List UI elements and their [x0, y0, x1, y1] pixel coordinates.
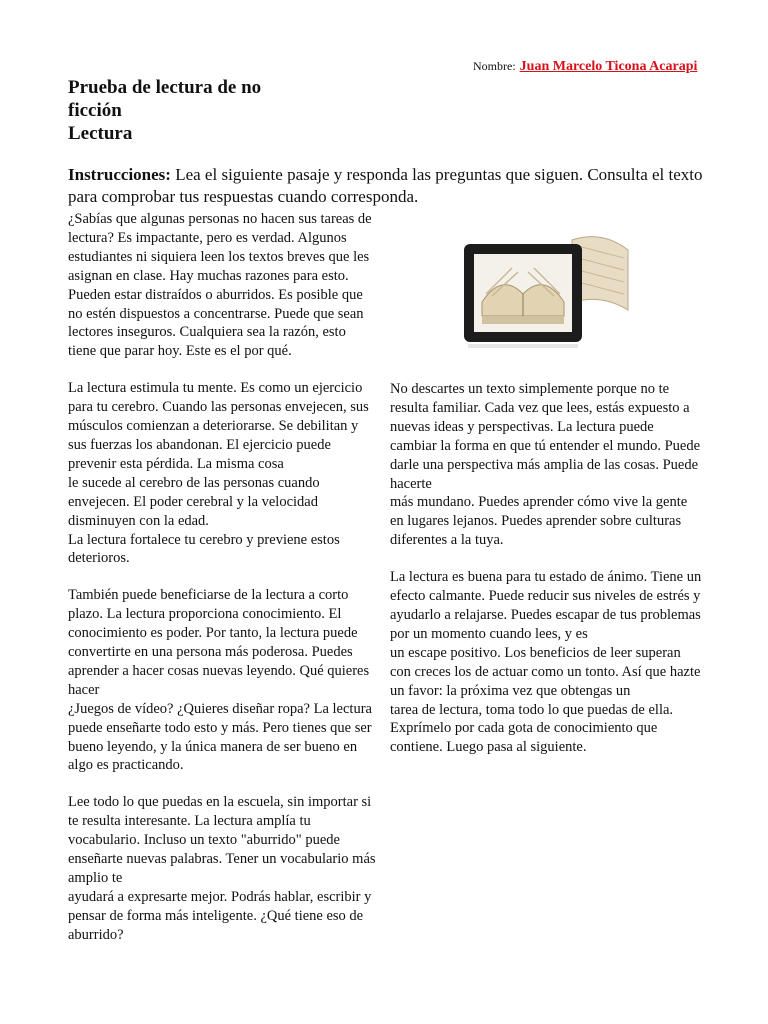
instructions: [68, 164, 724, 208]
paragraph-5-part-a: No descartes un texto simplemente porque no te resulta familiar. Cada vez que lees, estás expuesto a nuevas ideas y perspectivas. La lectura puede cambiar la forma en que tú entender el mundo. Puede darle una perspectiva más amplia de las cosas. Puede hacerte: [390, 381, 701, 492]
title-line-1: Prueba de lectura de no: [68, 77, 262, 98]
paragraph-3: [68, 586, 376, 775]
tablet-with-open-book-icon: [452, 232, 632, 352]
left-column: [68, 210, 376, 963]
paragraph-6-part-c: tarea de lectura, toma todo lo que puedas de ella. Exprímelo por cada gota de conocimiento que contiene. Luego pasa al siguiente.: [390, 701, 674, 756]
title-line-3: Lectura: [68, 123, 133, 144]
paragraph-2-part-a: La lectura estimula tu mente. Es como un ejercicio para tu cerebro. Cuando las personas envejecen, sus músculos comienzan a deteriorarse. Se debilitan y sus fuerzas los abandonan. El ejercicio puede prevenir esta pérdida. La misma cosa: [68, 380, 369, 472]
name-label: Nombre:: [473, 59, 516, 73]
title-line-2: ficción: [68, 100, 122, 121]
paragraph-3-part-b: ¿Juegos de vídeo? ¿Quieres diseñar ropa? La lectura puede enseñarte todo esto y más. Pero tienes que ser bueno leyendo, y la única manera de ser bueno en algo es practicando.: [68, 700, 372, 774]
paragraph-5: [390, 380, 702, 550]
document-title: [68, 76, 261, 145]
paragraph-3-part-a: También puede beneficiarse de la lectura a corto plazo. La lectura proporciona conocimiento. El conocimiento es poder. Por tanto, la lectura puede convertirte en una persona más poderosa. Puedes aprender a hacer cosas nuevas leyendo. Qué quieres hacer: [68, 587, 370, 698]
student-name-line: [473, 59, 697, 75]
paragraph-2-part-b: le sucede al cerebro de las personas cuando envejecen. El poder cerebral y la velocidad disminuyen con la edad.: [68, 474, 320, 529]
paragraph-4-part-a: Lee todo lo que puedas en la escuela, sin importar si te resulta interesante. La lectura amplía tu vocabulario. Incluso un texto "aburrido" puede enseñarte nuevas palabras. Tener un vocabulario más amplio te: [68, 794, 376, 886]
paragraph-4: [68, 793, 376, 944]
paragraph-6-part-a: La lectura es buena para tu estado de ánimo. Tiene un efecto calmante. Puede reducir sus niveles de estrés y ayudarlo a relajarse. Puedes escapar de tus problemas por un momento cuando lees, y es: [390, 569, 702, 642]
instructions-label: Instrucciones:: [68, 165, 171, 184]
paragraph-2: [68, 379, 376, 568]
paragraph-6: [390, 568, 702, 757]
book-stack-shape: [482, 316, 564, 324]
tablet-reflection-shape: [468, 344, 578, 348]
paragraph-4-part-b: ayudará a expresarte mejor. Podrás hablar, escribir y pensar de forma más inteligente. ¿Qué tiene eso de aburrido?: [68, 888, 372, 943]
paragraph-6-part-b: un escape positivo. Los beneficios de leer superan con creces los de actuar como un tonto. Así que hazte un favor: la próxima vez que obtengas un: [390, 644, 701, 699]
name-value: Juan Marcelo Ticona Acarapi: [519, 59, 698, 74]
right-column: [390, 380, 702, 775]
paragraph-1: ¿Sabías que algunas personas no hacen sus tareas de lectura? Es impactante, pero es verdad. Algunos estudiantes ni siquiera leen los textos breves que les asignan en clase. Hay muchas razones para esto. Pueden estar distraídos o aburridos. Es posible que no estén dispuestos a concentrarse. Puede que sean lectores inseguros. Cualquiera sea la razón, esto tiene que parar hoy. Este es el por qué.: [68, 211, 372, 360]
paragraph-5-part-b: más mundano. Puedes aprender cómo vive la gente en lugares lejanos. Puedes aprender sobre culturas diferentes a la tuya.: [390, 494, 688, 549]
instructions-text: Lea el siguiente pasaje y responda las preguntas que siguen. Consulta el texto para comprobar tus respuestas cuando corresponda.: [68, 165, 703, 206]
paragraph-2-part-c: La lectura fortalece tu cerebro y previene estos deterioros.: [68, 531, 340, 567]
